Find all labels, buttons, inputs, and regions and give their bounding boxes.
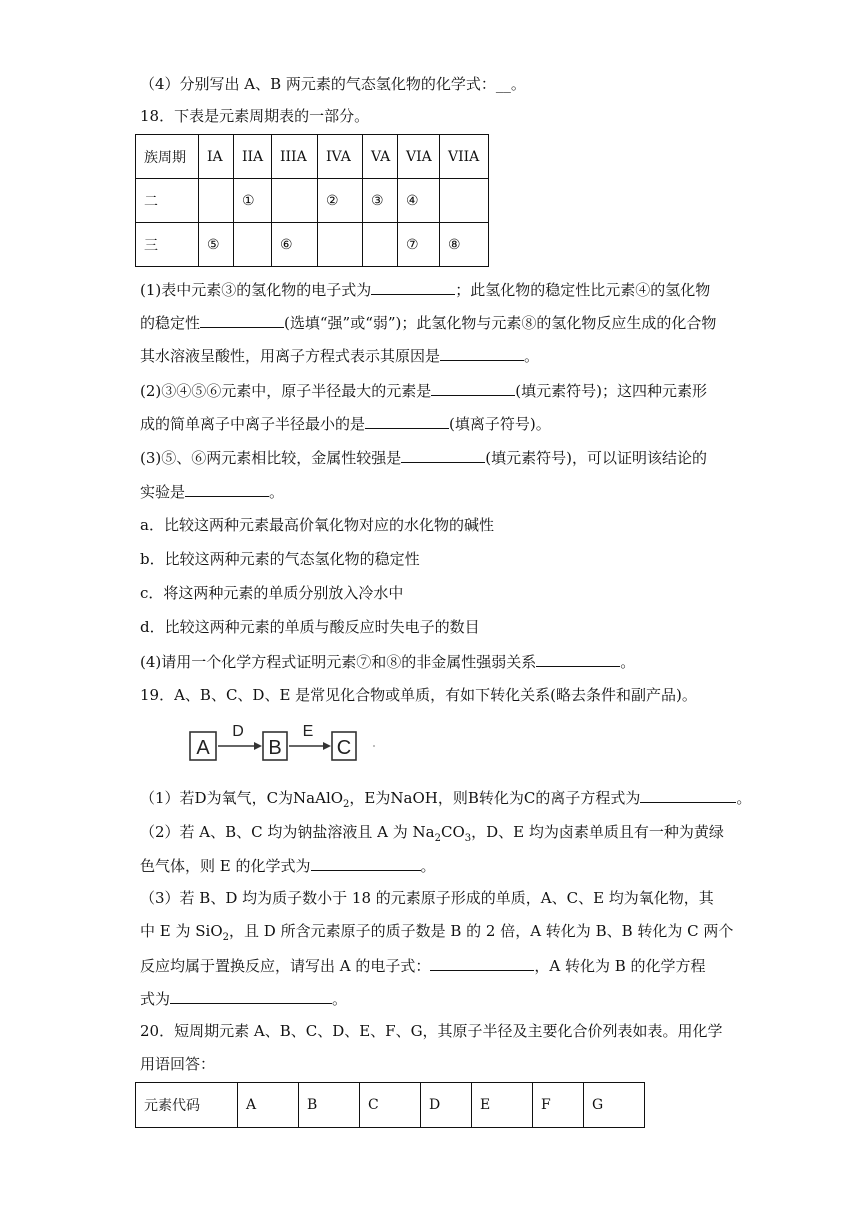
- text: ，A 转化为 B 的化学方程: [534, 957, 706, 975]
- q20-line1: 20．短周期元素 A、B、C、D、E、F、G，其原子半径及主要化合价列表如表。用化学: [140, 1022, 723, 1040]
- table-cell: ①: [234, 179, 272, 223]
- q20-line2: 用语回答：: [140, 1055, 216, 1073]
- q18-2-line2: [140, 413, 551, 434]
- dot: [373, 745, 375, 747]
- table-cell: C: [360, 1083, 421, 1128]
- label-e: E: [302, 723, 314, 740]
- table-row: [136, 223, 489, 267]
- label-c: C: [336, 737, 352, 759]
- q18-intro: 18．下表是元素周期表的一部分。: [140, 107, 370, 125]
- q19-3-line3: [140, 955, 706, 976]
- answer-blank: [311, 855, 421, 871]
- subscript: 2: [222, 932, 229, 943]
- answer-blank: [371, 279, 455, 295]
- text: (填离子符号)。: [449, 415, 551, 433]
- text: 的稳定性: [140, 314, 201, 332]
- q18-4: [140, 651, 635, 672]
- q19-2-line1: [140, 822, 724, 849]
- answer-blank: [440, 345, 524, 361]
- table-cell: [318, 223, 363, 267]
- text: ，D、E 均为卤素单质且有一种为黄绿: [471, 823, 724, 841]
- option-b: b．比较这两种元素的气态氢化物的稳定性: [140, 550, 420, 568]
- table-cell: IIIA: [272, 135, 318, 179]
- text: (1)表中元素③的氢化物的电子式为: [140, 281, 372, 299]
- text: 反应均属于置换反应，请写出 A 的电子式：: [140, 957, 431, 975]
- table-cell: ⑥: [272, 223, 318, 267]
- text: 。: [420, 857, 436, 875]
- table-cell: G: [584, 1083, 645, 1128]
- table-row: [136, 135, 489, 179]
- table-cell: ⑤: [199, 223, 234, 267]
- arrowhead-d: [254, 742, 262, 750]
- answer-blank: [430, 955, 534, 971]
- table-row: [136, 1083, 645, 1128]
- answer-blank: [365, 413, 449, 429]
- label-d: D: [232, 723, 244, 740]
- q19-3-line2: [140, 921, 733, 948]
- q19-intro: 19．A、B、C、D、E 是常见化合物或单质，有如下转化关系(略去条件和副产品)。: [140, 686, 697, 704]
- text: （2）若 A、B、C 均为钠盐溶液且 A 为 Na: [140, 823, 435, 841]
- text: 。: [269, 483, 285, 501]
- flow-diagram: [188, 716, 398, 764]
- table-cell: ③: [363, 179, 398, 223]
- table-cell: [440, 179, 489, 223]
- q18-3-line2: [140, 481, 284, 502]
- text: （1）若D为氧气，C为NaAlO: [140, 789, 344, 807]
- text: 实验是: [140, 483, 186, 501]
- table-cell: ⑦: [398, 223, 440, 267]
- table-cell: IVA: [318, 135, 363, 179]
- text: 。: [524, 347, 540, 365]
- text: (4)请用一个化学方程式证明元素⑦和⑧的非金属性强弱关系: [140, 653, 537, 671]
- table-cell: 族周期: [136, 135, 199, 179]
- text: 。: [736, 789, 752, 807]
- answer-blank: [431, 380, 515, 396]
- text: 。: [332, 990, 348, 1008]
- text: 式为: [140, 990, 171, 1008]
- q19-1: [140, 787, 751, 815]
- answer-blank: [170, 988, 332, 1004]
- label-a: A: [196, 737, 210, 759]
- element-table: [135, 1082, 645, 1128]
- q18-1-line3: [140, 345, 539, 366]
- option-a: a．比较这两种元素最高价氧化物对应的水化物的碱性: [140, 516, 494, 534]
- text: (填元素符号)；这四种元素形: [515, 382, 707, 400]
- table-cell: [272, 179, 318, 223]
- table-cell: F: [533, 1083, 584, 1128]
- answer-blank: [401, 447, 485, 463]
- answer-blank: [200, 312, 284, 328]
- subscript: 3: [464, 833, 472, 844]
- q17-part4: （4）分别写出 A、B 两元素的气态氢化物的化学式：__。: [140, 75, 526, 93]
- answer-blank: [640, 787, 736, 803]
- q18-1-line1: [140, 279, 710, 300]
- subscript: 2: [434, 833, 441, 844]
- text: 成的简单离子中离子半径最小的是: [140, 415, 366, 433]
- table-cell: VIA: [398, 135, 440, 179]
- text: (3)⑤、⑥两元素相比较，金属性较强是: [140, 449, 402, 467]
- table-cell: ②: [318, 179, 363, 223]
- table-cell: E: [472, 1083, 533, 1128]
- table-cell: VIIA: [440, 135, 489, 179]
- arrowhead-e: [323, 742, 331, 750]
- periodic-table: [135, 134, 489, 267]
- table-cell: IA: [199, 135, 234, 179]
- label-b: B: [268, 737, 282, 759]
- option-c: c．将这两种元素的单质分别放入冷水中: [140, 584, 404, 602]
- text: 色气体，则 E 的化学式为: [140, 857, 311, 875]
- table-cell: [363, 223, 398, 267]
- q18-1-line2: [140, 312, 716, 333]
- table-cell: 元素代码: [136, 1083, 238, 1128]
- table-cell: B: [299, 1083, 360, 1128]
- answer-blank: [536, 651, 620, 667]
- table-row: [136, 179, 489, 223]
- q18-3-line1: [140, 447, 707, 468]
- subscript: 2: [343, 799, 350, 810]
- text: 其水溶液呈酸性，用离子方程式表示其原因是: [140, 347, 441, 365]
- table-cell: A: [238, 1083, 299, 1128]
- text: (填元素符号)，可以证明该结论的: [485, 449, 707, 467]
- q19-2-line2: [140, 855, 436, 876]
- table-cell: IIA: [234, 135, 272, 179]
- table-cell: VA: [363, 135, 398, 179]
- table-cell: 二: [136, 179, 199, 223]
- q19-3-line1: （3）若 B、D 均为质子数小于 18 的元素原子形成的单质，A、C、E 均为氧化物，其: [140, 889, 714, 907]
- conversion-diagram: [188, 716, 398, 764]
- text: 。: [620, 653, 636, 671]
- text: (选填“强”或“弱”)；此氢化物与元素⑧的氢化物反应生成的化合物: [284, 314, 717, 332]
- table-cell: [199, 179, 234, 223]
- text: ，E为NaOH，则B转化为C的离子方程式为: [349, 789, 641, 807]
- option-d: d．比较这两种元素的单质与酸反应时失电子的数目: [140, 618, 480, 636]
- q19-3-line4: [140, 988, 347, 1009]
- q18-2-line1: [140, 380, 707, 401]
- table-cell: ⑧: [440, 223, 489, 267]
- answer-blank: [185, 481, 269, 497]
- text: ，且 D 所含元素原子的质子数是 B 的 2 倍，A 转化为 B、B 转化为 C 两个: [229, 922, 734, 940]
- table-cell: [234, 223, 272, 267]
- table-cell: 三: [136, 223, 199, 267]
- text: CO: [441, 823, 465, 841]
- table-cell: ④: [398, 179, 440, 223]
- text: 中 E 为 SiO: [140, 922, 223, 940]
- table-cell: D: [421, 1083, 472, 1128]
- text: ；此氢化物的稳定性比元素④的氢化物: [455, 281, 711, 299]
- text: (2)③④⑤⑥元素中，原子半径最大的元素是: [140, 382, 432, 400]
